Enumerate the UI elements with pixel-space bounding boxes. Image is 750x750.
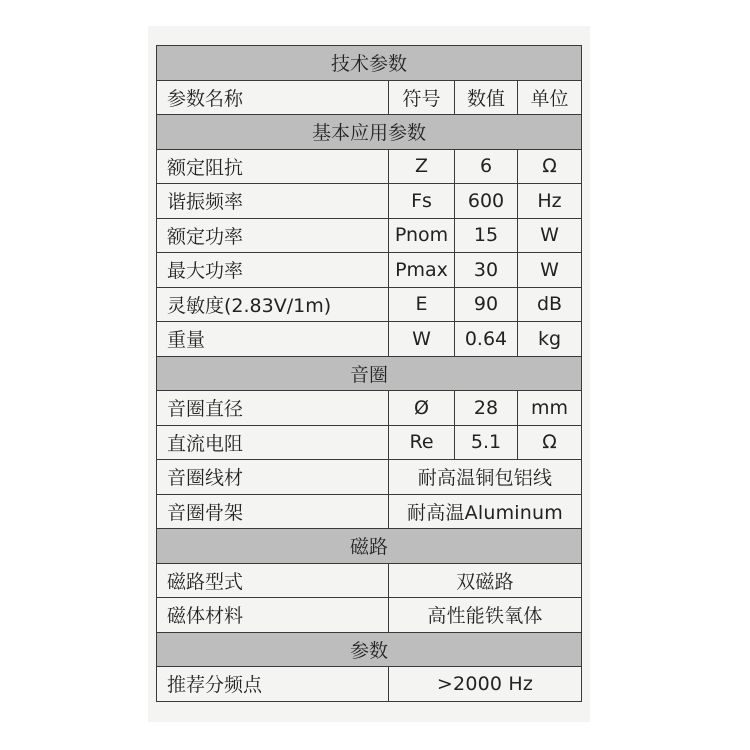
section-title: 音圈 bbox=[157, 356, 582, 391]
param-name: 重量 bbox=[157, 322, 389, 357]
param-name: 音圈骨架 bbox=[157, 494, 389, 529]
param-unit: Hz bbox=[518, 184, 582, 219]
section-header-parameters bbox=[157, 632, 582, 667]
param-symbol: W bbox=[389, 322, 455, 357]
table-row bbox=[157, 218, 582, 253]
param-unit: Ω bbox=[518, 425, 582, 460]
param-unit: W bbox=[518, 218, 582, 253]
section-title: 参数 bbox=[157, 632, 582, 667]
section-title: 磁路 bbox=[157, 529, 582, 564]
section-header-basic bbox=[157, 115, 582, 150]
param-unit: W bbox=[518, 253, 582, 288]
param-symbol: E bbox=[389, 287, 455, 322]
param-name: 音圈直径 bbox=[157, 391, 389, 426]
param-name: 直流电阻 bbox=[157, 425, 389, 460]
param-symbol: Re bbox=[389, 425, 455, 460]
section-header-voice-coil bbox=[157, 356, 582, 391]
param-value: 5.1 bbox=[455, 425, 518, 460]
param-name: 灵敏度(2.83V/1m) bbox=[157, 287, 389, 322]
header-name: 参数名称 bbox=[157, 80, 389, 115]
param-name: 磁路型式 bbox=[157, 563, 389, 598]
param-value: 600 bbox=[455, 184, 518, 219]
param-name: 推荐分频点 bbox=[157, 667, 389, 702]
header-value: 数值 bbox=[455, 80, 518, 115]
param-combined-value: 耐高温铜包铝线 bbox=[389, 460, 582, 495]
table-row bbox=[157, 494, 582, 529]
param-symbol: Pnom bbox=[389, 218, 455, 253]
table-row bbox=[157, 184, 582, 219]
table-row bbox=[157, 322, 582, 357]
param-unit: Ω bbox=[518, 149, 582, 184]
param-name: 额定功率 bbox=[157, 218, 389, 253]
param-name: 谐振频率 bbox=[157, 184, 389, 219]
section-header-magnetic-circuit bbox=[157, 529, 582, 564]
header-symbol: 符号 bbox=[389, 80, 455, 115]
param-combined-value: 耐高温Aluminum bbox=[389, 494, 582, 529]
table-row bbox=[157, 391, 582, 426]
param-symbol: Ø bbox=[389, 391, 455, 426]
table-row bbox=[157, 598, 582, 633]
spec-table bbox=[156, 45, 582, 702]
table-row bbox=[157, 460, 582, 495]
table-row bbox=[157, 149, 582, 184]
param-name: 磁体材料 bbox=[157, 598, 389, 633]
table-row bbox=[157, 563, 582, 598]
param-symbol: Fs bbox=[389, 184, 455, 219]
param-name: 最大功率 bbox=[157, 253, 389, 288]
table-row bbox=[157, 425, 582, 460]
section-title: 基本应用参数 bbox=[157, 115, 582, 150]
param-value: 0.64 bbox=[455, 322, 518, 357]
param-unit: dB bbox=[518, 287, 582, 322]
table-row bbox=[157, 667, 582, 702]
table-row bbox=[157, 287, 582, 322]
param-value: 90 bbox=[455, 287, 518, 322]
param-unit: kg bbox=[518, 322, 582, 357]
param-value: 30 bbox=[455, 253, 518, 288]
param-name: 音圈线材 bbox=[157, 460, 389, 495]
param-combined-value: >2000 Hz bbox=[389, 667, 582, 702]
param-combined-value: 双磁路 bbox=[389, 563, 582, 598]
param-name: 额定阻抗 bbox=[157, 149, 389, 184]
table-title-row bbox=[157, 46, 582, 81]
param-value: 6 bbox=[455, 149, 518, 184]
param-combined-value: 高性能铁氧体 bbox=[389, 598, 582, 633]
param-unit: mm bbox=[518, 391, 582, 426]
param-symbol: Z bbox=[389, 149, 455, 184]
column-header-row bbox=[157, 80, 582, 115]
param-value: 28 bbox=[455, 391, 518, 426]
header-unit: 单位 bbox=[518, 80, 582, 115]
table-title: 技术参数 bbox=[157, 46, 582, 81]
param-value: 15 bbox=[455, 218, 518, 253]
table-row bbox=[157, 253, 582, 288]
param-symbol: Pmax bbox=[389, 253, 455, 288]
